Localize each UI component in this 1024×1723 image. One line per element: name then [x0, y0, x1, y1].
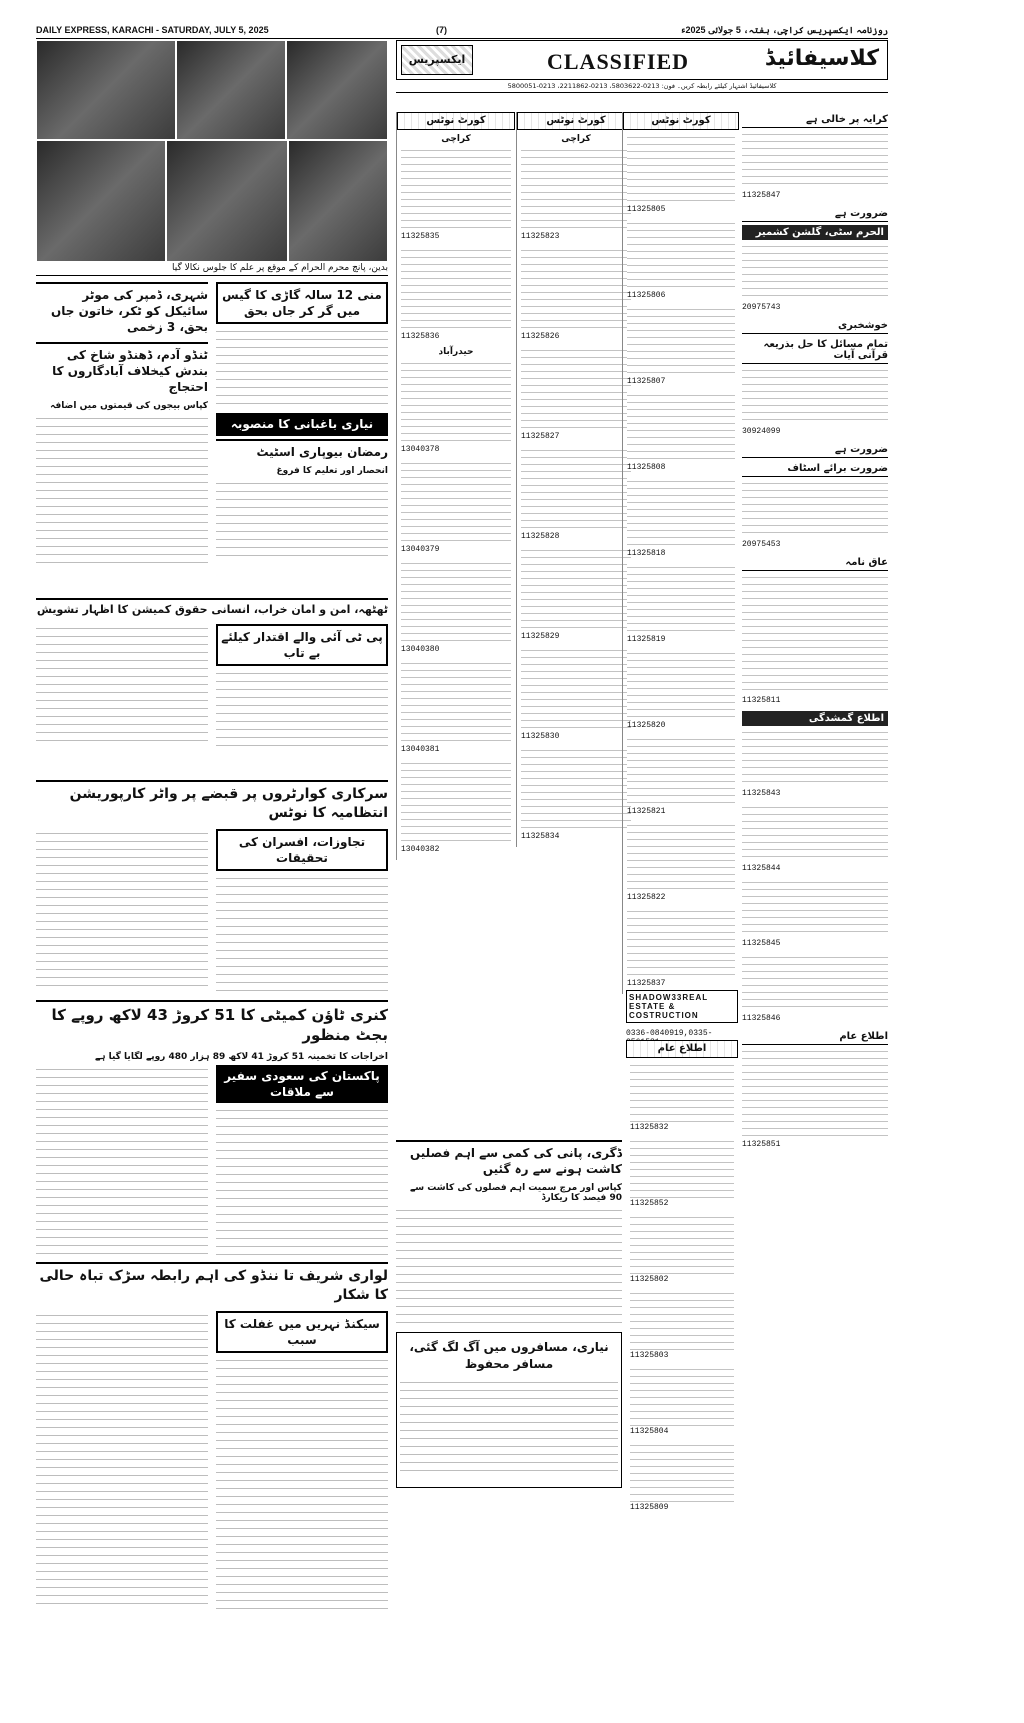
notice-text: [627, 220, 735, 290]
article-body: [396, 1206, 622, 1326]
classified-side-column: [742, 112, 888, 1155]
column-heading: کورٹ نوٹس: [397, 112, 515, 130]
notice-code: 13040379: [401, 545, 440, 554]
news-column: [216, 829, 388, 1000]
headline: کنری ٹاؤن کمیٹی کا 51 کروڑ 43 لاکھ روپے کا بجٹ منظور: [36, 1000, 388, 1049]
photo: [288, 140, 388, 262]
ad-code: 11325846: [742, 1014, 781, 1023]
news-column: [216, 1311, 388, 1622]
notice-text: [521, 347, 631, 431]
notice: [627, 908, 735, 988]
notice-text: [630, 1442, 734, 1502]
notice-text: [627, 650, 735, 720]
ad-text: [742, 480, 888, 538]
ad-code: 11325844: [742, 864, 781, 873]
notice-code: 11325834: [521, 832, 560, 841]
ad-text: [742, 1048, 888, 1138]
column-heading: کورٹ نوٹس: [623, 112, 739, 130]
subheadline: انحصار اور تعلیم کا فروغ: [276, 465, 388, 476]
news-column: [216, 1065, 388, 1262]
news-wide-4: [36, 1000, 388, 1262]
news-wide-3: [36, 780, 388, 1000]
classified-banner: [396, 40, 888, 80]
notice: [521, 747, 631, 841]
headline: منی 12 سالہ گاڑی کا گیس میں گر کر جاں بحق: [216, 282, 388, 324]
ad-title: ضرورت ہے: [742, 206, 888, 222]
notice-code: 13040378: [401, 445, 440, 454]
notice-text: [627, 908, 735, 978]
ad-code: 30924099: [742, 427, 781, 436]
news-wide-2: [36, 598, 388, 753]
notice: [401, 460, 511, 554]
notice-code: 13040382: [401, 845, 440, 854]
article-body: [36, 1065, 208, 1255]
headline: لواری شریف تا ننڈو کی اہم رابطہ سڑک تباہ حالی کا شکار: [36, 1262, 388, 1308]
notice: [627, 736, 735, 816]
notice-text: [627, 736, 735, 806]
notice: [627, 306, 735, 386]
photo: [176, 40, 286, 140]
notice-text: [630, 1290, 734, 1350]
notice: [401, 560, 511, 654]
firm-phone: 0336-0840919,0335-: [626, 1029, 713, 1038]
notice: [627, 478, 735, 558]
city-label: حیدرآباد: [438, 347, 474, 357]
news-column-left: [36, 282, 208, 564]
notice-code: 11325832: [630, 1123, 669, 1132]
notice-text: [521, 747, 631, 831]
ad-code: 11325843: [742, 789, 781, 798]
photo: [166, 140, 288, 262]
notice: [401, 760, 511, 854]
notice-code: 11325823: [521, 232, 560, 241]
notice: [401, 360, 511, 454]
ad-text: [742, 804, 888, 862]
bottom-stories: [396, 1140, 622, 1493]
subheadline: اخراجات کا تخمینہ 51 کروڑ 41 لاکھ 89 ہزار 480 روپے لگایا گیا ہے: [94, 1051, 388, 1062]
notice-text: [521, 247, 631, 331]
notice: [521, 247, 631, 341]
ad-code: 11325811: [742, 696, 781, 705]
notice: [627, 822, 735, 902]
notice-code: 11325803: [630, 1351, 669, 1360]
notice-code: 11325852: [630, 1199, 669, 1208]
row: [36, 1311, 388, 1622]
notice-text: [521, 447, 631, 531]
notice-text: [521, 547, 631, 631]
notice-code: 11325828: [521, 532, 560, 541]
masthead-date-en: DAILY EXPRESS, KARACHI - SATURDAY, JULY 5, 2025: [36, 25, 269, 35]
article-body: [216, 1106, 388, 1256]
classified-title-en: CLASSIFIED: [547, 49, 690, 74]
notice-code: 11325820: [627, 721, 666, 730]
page-number: (7): [436, 25, 447, 35]
headline: شہری، ڈمپر کی موٹر سائیکل کو ٹکر، خاتون جاں بحق، 3 زخمی: [36, 282, 208, 339]
column-heading: کورٹ نوٹس: [517, 112, 635, 130]
notice: [401, 147, 511, 241]
notice-column-c: [622, 112, 739, 994]
notice-text: [401, 760, 511, 844]
notice-code: 11325818: [627, 549, 666, 558]
notice-text: [401, 660, 511, 744]
notice-column-a: [396, 112, 515, 860]
news-column: [36, 1065, 208, 1262]
notice: [630, 1062, 734, 1132]
notice-text: [401, 360, 511, 444]
ad-text: [742, 243, 888, 301]
notice-text: [627, 306, 735, 376]
ad-title: کرایہ پر خالی ہے: [742, 112, 888, 128]
notice: [627, 134, 735, 214]
notice-code: 11325808: [627, 463, 666, 472]
article-body: [216, 1356, 388, 1616]
notice-text: [401, 247, 511, 331]
photo: [36, 40, 176, 140]
notice: [521, 347, 631, 441]
column-heading: اطلاع عام: [626, 1040, 738, 1058]
notice: [630, 1442, 734, 1512]
notice-code: 13040380: [401, 645, 440, 654]
headline: ڈگری، پانی کی کمی سے اہم فصلیں کاشت ہونے سے رہ گئیں: [396, 1140, 622, 1180]
headline: پی ٹی آئی والے اقتدار کیلئے بے تاب: [216, 624, 388, 666]
city-label: کراچی: [561, 134, 591, 144]
ad-text: [742, 954, 888, 1012]
notice-text: [401, 460, 511, 544]
ad-text: [742, 729, 888, 787]
photo: [286, 40, 388, 140]
notice: [521, 147, 631, 241]
notice-text: [627, 134, 735, 204]
notice-code: 11325805: [627, 205, 666, 214]
notice-text: [627, 478, 735, 548]
notice-code: 11325829: [521, 632, 560, 641]
notice-text: [401, 560, 511, 644]
notice: [627, 392, 735, 472]
notice-text: [630, 1138, 734, 1198]
ad-code: 20975743: [742, 303, 781, 312]
row: [36, 624, 388, 753]
notice-column-b: [516, 112, 635, 847]
notice: [630, 1138, 734, 1208]
notice: [627, 220, 735, 300]
headline: ٹھٹھہ، امن و امان خراب، انسانی حقوق کمیشن کا اظہار تشویش: [36, 598, 388, 621]
notice-code: 11325826: [521, 332, 560, 341]
notice-code: 11325830: [521, 732, 560, 741]
notice: [521, 547, 631, 641]
ad-title: خوشخبری: [742, 318, 888, 334]
news-wide-5: [36, 1262, 388, 1622]
photo-collage: [36, 40, 388, 262]
notice-text: [630, 1366, 734, 1426]
article-body: [400, 1378, 618, 1478]
ad-title: تمام مسائل کا حل بذریعہ قرآنی آیات: [742, 337, 888, 364]
ad-title: اطلاع عام: [742, 1029, 888, 1045]
article-body: [216, 874, 388, 994]
notice-text: [630, 1062, 734, 1122]
article-body: [36, 829, 208, 989]
notice-code: 11325821: [627, 807, 666, 816]
notice-text: [401, 147, 511, 231]
notice-text: [627, 564, 735, 634]
notice: [630, 1366, 734, 1436]
notice: [401, 247, 511, 341]
headline: نیاری باغبانی کا منصوبہ: [216, 413, 388, 435]
notice-code: 11325837: [627, 979, 666, 988]
ad-code: 11325851: [742, 1140, 781, 1149]
headline: نیاری، مسافروں میں آگ لگ گئی، مسافر محفوظ: [409, 1340, 609, 1371]
masthead-date-ur: روزنامہ ایکسپریس کراچی، ہفتہ، 5 جولائی 2025ء: [681, 25, 888, 35]
classified-info: کلاسیفائیڈ اشتہار کیلئے رابطہ کریں۔ فون: 0213-5803622، 0213-2211862، 0213-5800051: [396, 82, 888, 93]
notice-code: 13040381: [401, 745, 440, 754]
story-box: [396, 1332, 622, 1487]
news-column: [36, 1311, 208, 1622]
notice-code: 11325835: [401, 232, 440, 241]
row: [36, 829, 388, 1000]
notice-code: 11325807: [627, 377, 666, 386]
article-body: [36, 624, 208, 744]
notice-code: 11325819: [627, 635, 666, 644]
photo-caption: بدین، پانچ محرم الحرام کے موقع پر علم کا جلوس نکالا گیا: [36, 263, 388, 276]
ad-text: [742, 367, 888, 425]
ad-text: [742, 131, 888, 189]
headline: پاکستان کی سعودی سفیر سے ملاقات: [216, 1065, 388, 1103]
notice-code: 11325809: [630, 1503, 669, 1512]
article-body: [36, 414, 208, 564]
ad-text: [742, 574, 888, 694]
notice-code: 11325836: [401, 332, 440, 341]
masthead: [36, 24, 888, 39]
ad-code: 11325845: [742, 939, 781, 948]
notice: [630, 1214, 734, 1284]
headline: سرکاری کوارٹروں پر قبضے پر واٹر کارپوریشن انتظامیہ کا نوٹس: [36, 780, 388, 826]
notice-code: 11325802: [630, 1275, 669, 1284]
news-column: [36, 829, 208, 1000]
ad-code: 20975453: [742, 540, 781, 549]
notice-column-d: [626, 1040, 738, 1518]
notice-code: 11325804: [630, 1427, 669, 1436]
headline: تجاوزات، افسران کی تحقیقات: [216, 829, 388, 871]
ad-title: الحرم سٹی، گلشن کشمیر: [742, 225, 888, 240]
classified-title-ur: کلاسیفائیڈ: [764, 46, 879, 71]
notice: [630, 1290, 734, 1360]
article-body: [216, 669, 388, 747]
notice: [627, 650, 735, 730]
notice-text: [521, 647, 631, 731]
ad-title: اطلاع گمشدگی: [742, 711, 888, 726]
article-body: [36, 1311, 208, 1611]
notice: [521, 447, 631, 541]
notice-text: [627, 392, 735, 462]
notice-code: 11325827: [521, 432, 560, 441]
notice-code: 11325806: [627, 291, 666, 300]
ad-title: ضرورت ہے: [742, 442, 888, 458]
notice-text: [627, 822, 735, 892]
headline: رمضان بیوپاری اسٹیٹ: [216, 439, 388, 463]
news-column: [36, 624, 208, 753]
photo: [36, 140, 166, 262]
subheadline: کپاس اور مرچ سمیت اہم فصلوں کی کاشت سے 90 فیصد کا ریکارڈ: [409, 1183, 622, 1204]
ad-text: [742, 879, 888, 937]
notice-text: [630, 1214, 734, 1274]
news-wide-1: [36, 282, 388, 570]
headline: ٹنڈو آدم، ڈھنڈو شاخ کی بندش کیخلاف آبادگاروں کا احتجاج: [36, 342, 208, 399]
express-logo: ایکسپریس: [401, 45, 473, 75]
subheadline: کپاس بیجوں کی قیمتوں میں اضافہ: [50, 401, 208, 412]
notice: [401, 660, 511, 754]
headline: سیکنڈ نہریں میں غفلت کا سبب: [216, 1311, 388, 1353]
ad-title: ضرورت برائے اسٹاف: [742, 461, 888, 477]
notice-code: 11325822: [627, 893, 666, 902]
news-column: [216, 624, 388, 753]
ad-code: 11325847: [742, 191, 781, 200]
firm-name: SHADOW33REAL ESTATE & COSTRUCTION: [626, 990, 738, 1023]
city-label: کراچی: [441, 134, 471, 144]
ad-title: عاق نامہ: [742, 555, 888, 571]
notice: [627, 564, 735, 644]
notice-text: [521, 147, 631, 231]
row: [36, 1065, 388, 1262]
notice: [521, 647, 631, 741]
